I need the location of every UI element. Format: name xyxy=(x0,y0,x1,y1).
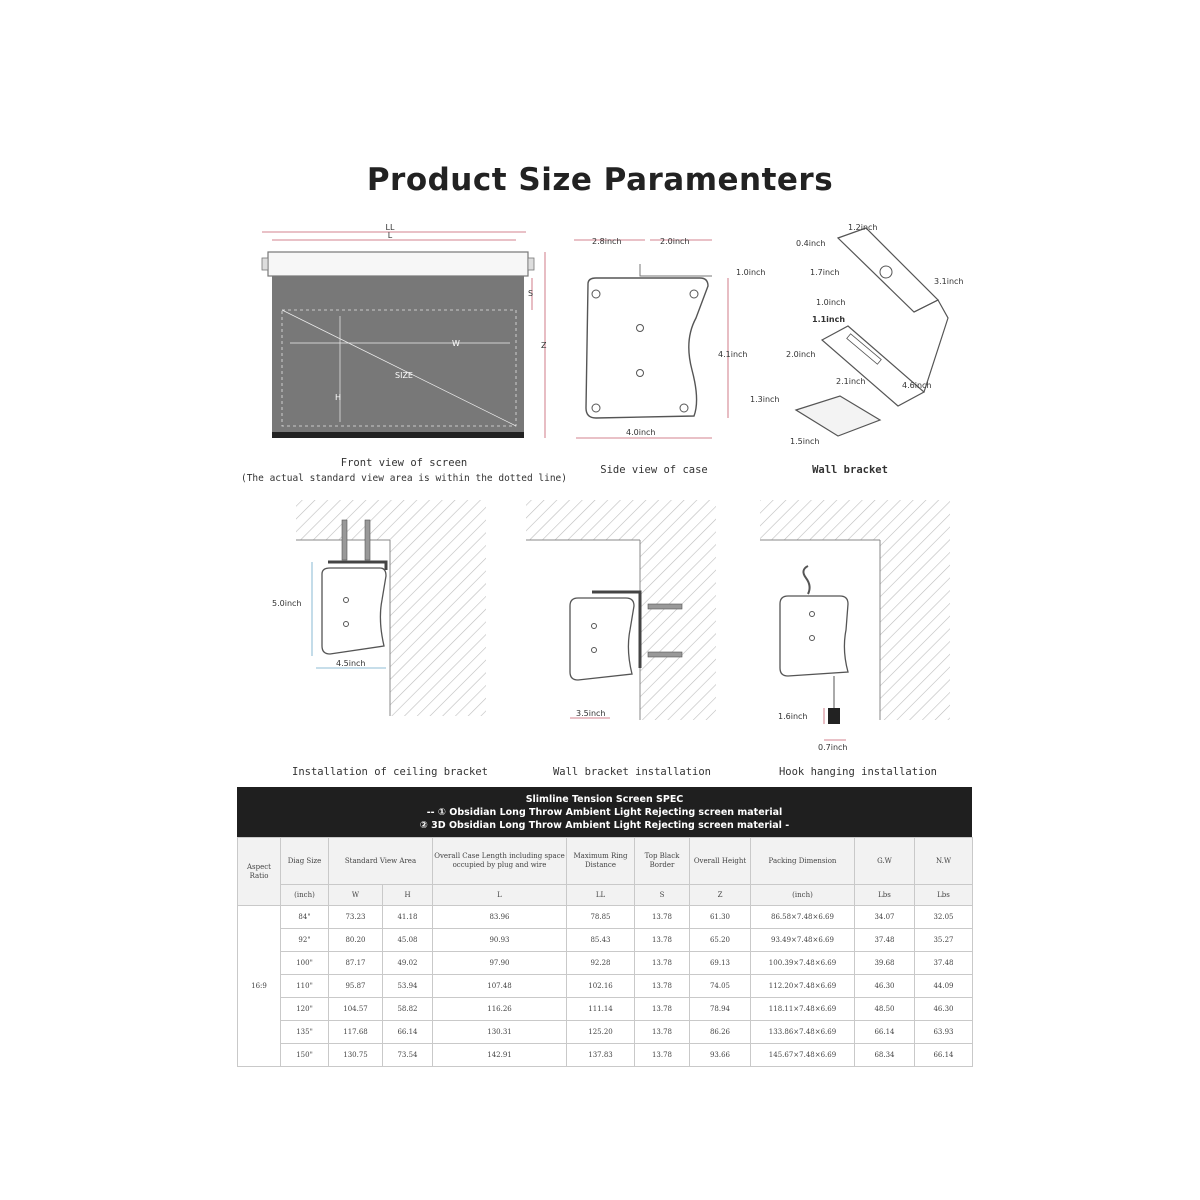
cell-s: 13.78 xyxy=(635,929,690,952)
ceiling-case xyxy=(322,568,386,654)
cell-diag: 120" xyxy=(281,998,329,1021)
table-row xyxy=(238,906,973,929)
side-dim-right: 2.0inch xyxy=(660,237,690,246)
cell-ll: 85.43 xyxy=(567,929,635,952)
table-row xyxy=(238,998,973,1021)
cell-gw: 37.48 xyxy=(855,929,915,952)
cell-z: 93.66 xyxy=(690,1044,751,1067)
front-screen-surface xyxy=(272,276,524,438)
front-label-w: W xyxy=(452,339,460,348)
ceiling-screw-left xyxy=(342,520,347,560)
front-view-note: (The actual standard view area is within the dotted line) xyxy=(240,473,568,484)
wall-install-dim-width: 3.5inch xyxy=(576,709,606,718)
side-dim-tab: 1.0inch xyxy=(736,268,766,277)
cell-l: 83.96 xyxy=(433,906,567,929)
wall-install-case xyxy=(570,598,634,680)
cell-diag: 100" xyxy=(281,952,329,975)
subheader-l: L xyxy=(433,885,567,906)
cell-l: 130.31 xyxy=(433,1021,567,1044)
cell-diag: 150" xyxy=(281,1044,329,1067)
bracket-dim-g: 2.1inch xyxy=(836,377,866,386)
cell-z: 69.13 xyxy=(690,952,751,975)
wall-install-caption: Wall bracket installation xyxy=(552,766,712,778)
bracket-dim-e: 1.1inch xyxy=(812,315,846,324)
cell-l: 116.26 xyxy=(433,998,567,1021)
bracket-base xyxy=(796,396,880,436)
subheader-s: S xyxy=(635,885,690,906)
table-row xyxy=(238,952,973,975)
cell-l: 90.93 xyxy=(433,929,567,952)
cell-gw: 68.34 xyxy=(855,1044,915,1067)
pull-weight xyxy=(828,708,840,724)
header-top-border: Top Black Border xyxy=(635,838,690,885)
subheader-z: Z xyxy=(690,885,751,906)
header-diag-size: Diag Size xyxy=(281,838,329,885)
cell-z: 74.05 xyxy=(690,975,751,998)
cell-nw: 46.30 xyxy=(915,998,973,1021)
side-view-diagram xyxy=(574,237,765,476)
subheader-diag: (inch) xyxy=(281,885,329,906)
cell-ll: 111.14 xyxy=(567,998,635,1021)
bracket-dim-c: 3.1inch xyxy=(934,277,964,286)
cell-l: 107.48 xyxy=(433,975,567,998)
ceiling-hook xyxy=(803,566,809,594)
page-title: Product Size Paramenters xyxy=(366,162,834,198)
spec-table xyxy=(237,837,973,1067)
cell-gw: 48.50 xyxy=(855,998,915,1021)
cell-gw: 34.07 xyxy=(855,906,915,929)
wall-screw-top xyxy=(648,604,682,609)
cell-packing: 93.49×7.48×6.69 xyxy=(751,929,855,952)
cell-diag: 135" xyxy=(281,1021,329,1044)
cell-h: 41.18 xyxy=(383,906,433,929)
front-case xyxy=(268,252,528,276)
front-dim-l: L xyxy=(387,231,393,240)
front-dim-s: S xyxy=(528,289,534,298)
cell-nw: 32.05 xyxy=(915,906,973,929)
front-view-diagram xyxy=(241,223,567,484)
cell-diag: 84" xyxy=(281,906,329,929)
cell-h: 49.02 xyxy=(383,952,433,975)
cell-h: 45.08 xyxy=(383,929,433,952)
subheader-h: H xyxy=(383,885,433,906)
cell-s: 13.78 xyxy=(635,1021,690,1044)
hook-dim-drop: 1.6inch xyxy=(778,712,808,721)
cell-gw: 66.14 xyxy=(855,1021,915,1044)
table-row xyxy=(238,1044,973,1067)
cell-diag: 110" xyxy=(281,975,329,998)
header-nw: N.W xyxy=(915,838,973,885)
bracket-dim-f: 2.0inch xyxy=(786,350,816,359)
front-label-size: SIZE xyxy=(395,371,413,380)
side-dim-left: 2.8inch xyxy=(592,237,622,246)
aspect-ratio-cell: 16:9 xyxy=(238,906,281,1067)
cell-nw: 37.48 xyxy=(915,952,973,975)
cell-packing: 118.11×7.48×6.69 xyxy=(751,998,855,1021)
ceiling-install-caption: Installation of ceiling bracket xyxy=(292,766,488,778)
cell-s: 13.78 xyxy=(635,998,690,1021)
cell-l: 142.91 xyxy=(433,1044,567,1067)
ceiling-dim-width: 4.5inch xyxy=(336,659,366,668)
cell-packing: 145.67×7.48×6.69 xyxy=(751,1044,855,1067)
table-row xyxy=(238,1021,973,1044)
cell-packing: 100.39×7.48×6.69 xyxy=(751,952,855,975)
bracket-dim-d: 1.0inch xyxy=(816,298,846,307)
cell-w: 80.20 xyxy=(329,929,383,952)
cell-w: 117.68 xyxy=(329,1021,383,1044)
spec-table-section xyxy=(237,787,972,1067)
cell-ll: 137.83 xyxy=(567,1044,635,1067)
bracket-dim-a: 0.4inch xyxy=(796,239,826,248)
front-case-endcap-right xyxy=(528,258,534,270)
bracket-dim-i: 1.3inch xyxy=(750,395,780,404)
front-case-endcap-left xyxy=(262,258,268,270)
table-row xyxy=(238,929,973,952)
cell-s: 13.78 xyxy=(635,1044,690,1067)
side-dim-width: 4.0inch xyxy=(626,428,656,437)
cell-z: 61.30 xyxy=(690,906,751,929)
cell-nw: 44.09 xyxy=(915,975,973,998)
cell-z: 78.94 xyxy=(690,998,751,1021)
bracket-dim-h: 4.6inch xyxy=(902,381,932,390)
cell-h: 58.82 xyxy=(383,998,433,1021)
hook-install-diagram xyxy=(760,500,950,778)
header-gw: G.W xyxy=(855,838,915,885)
bracket-dim-b: 1.7inch xyxy=(810,268,840,277)
hook-dim-width: 0.7inch xyxy=(818,743,848,752)
cell-l: 97.90 xyxy=(433,952,567,975)
cell-packing: 86.58×7.48×6.69 xyxy=(751,906,855,929)
cell-w: 104.57 xyxy=(329,998,383,1021)
wall-bracket-diagram xyxy=(750,223,963,476)
cell-nw: 66.14 xyxy=(915,1044,973,1067)
bracket-dim-top: 1.2inch xyxy=(848,223,878,232)
subheader-packing: (inch) xyxy=(751,885,855,906)
subheader-ll: LL xyxy=(567,885,635,906)
cell-z: 65.20 xyxy=(690,929,751,952)
subheader-gw: Lbs xyxy=(855,885,915,906)
cell-nw: 35.27 xyxy=(915,929,973,952)
cell-h: 66.14 xyxy=(383,1021,433,1044)
wall-install-diagram xyxy=(526,500,716,778)
cell-h: 53.94 xyxy=(383,975,433,998)
hook-install-caption: Hook hanging installation xyxy=(778,766,938,778)
spec-banner xyxy=(237,787,972,837)
ceiling-screw-right xyxy=(365,520,370,560)
spec-banner-line-2: ② 3D Obsidian Long Throw Ambient Light Rejecting screen material - xyxy=(419,820,790,831)
cell-ll: 125.20 xyxy=(567,1021,635,1044)
header-case-length: Overall Case Length including space occupied by plug and wire xyxy=(433,838,567,885)
side-dim-height: 4.1inch xyxy=(718,350,748,359)
cell-diag: 92" xyxy=(281,929,329,952)
cell-s: 13.78 xyxy=(635,975,690,998)
cell-s: 13.78 xyxy=(635,952,690,975)
header-max-ring: Maximum Ring Distance xyxy=(567,838,635,885)
cell-packing: 133.86×7.48×6.69 xyxy=(751,1021,855,1044)
header-packing: Packing Dimension xyxy=(751,838,855,885)
front-dim-z: Z xyxy=(541,341,547,350)
cell-w: 130.75 xyxy=(329,1044,383,1067)
cell-s: 13.78 xyxy=(635,906,690,929)
front-dim-ll: LL xyxy=(385,223,395,232)
wall-screw-bottom xyxy=(648,652,682,657)
cell-packing: 112.20×7.48×6.69 xyxy=(751,975,855,998)
cell-nw: 63.93 xyxy=(915,1021,973,1044)
cell-z: 86.26 xyxy=(690,1021,751,1044)
subheader-w: W xyxy=(329,885,383,906)
spec-banner-title: Slimline Tension Screen SPEC xyxy=(525,794,684,805)
front-bottom-bar xyxy=(272,432,524,438)
table-row xyxy=(238,975,973,998)
cell-gw: 39.68 xyxy=(855,952,915,975)
header-view-area: Standard View Area xyxy=(329,838,433,885)
cell-w: 73.23 xyxy=(329,906,383,929)
side-view-caption: Side view of case xyxy=(600,464,708,476)
front-view-caption: Front view of screen xyxy=(340,457,468,469)
spec-banner-line-1: -- ① Obsidian Long Throw Ambient Light Rejecting screen material xyxy=(426,807,783,818)
bracket-dim-j: 1.5inch xyxy=(790,437,820,446)
cell-h: 73.54 xyxy=(383,1044,433,1067)
cell-w: 95.87 xyxy=(329,975,383,998)
cell-gw: 46.30 xyxy=(855,975,915,998)
cell-ll: 92.28 xyxy=(567,952,635,975)
cell-ll: 102.16 xyxy=(567,975,635,998)
cell-w: 87.17 xyxy=(329,952,383,975)
front-label-h: H xyxy=(335,393,342,402)
cell-ll: 78.85 xyxy=(567,906,635,929)
bracket-lower-plate xyxy=(822,326,924,406)
side-case-outline xyxy=(586,278,708,418)
header-aspect-ratio: Aspect Ratio xyxy=(238,838,281,906)
subheader-nw: Lbs xyxy=(915,885,973,906)
ceiling-install-diagram xyxy=(272,500,488,778)
ceiling-dim-height: 5.0inch xyxy=(272,599,302,608)
header-overall-height: Overall Height xyxy=(690,838,751,885)
wall-bracket-caption: Wall bracket xyxy=(812,464,888,476)
